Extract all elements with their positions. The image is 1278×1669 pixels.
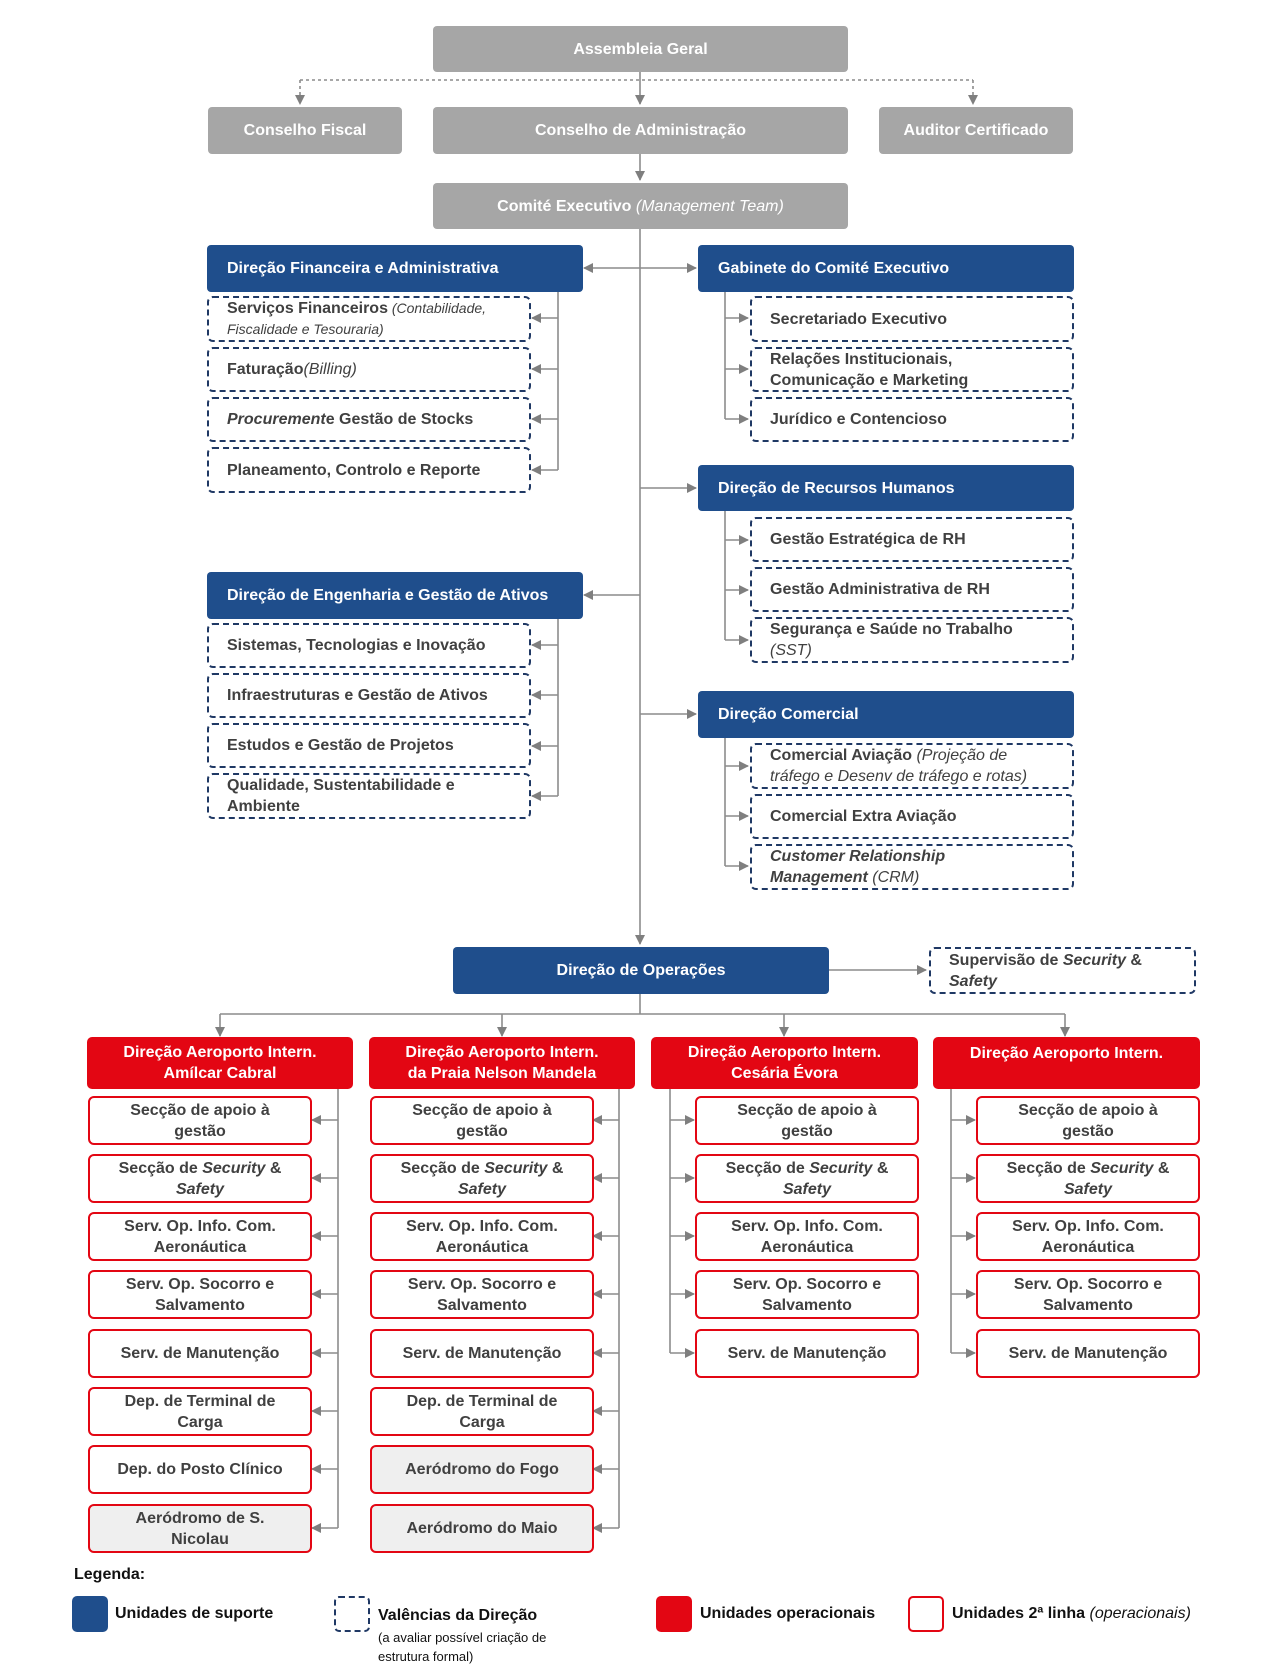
airport-amilcar-cabral-header: [87, 1037, 353, 1089]
legend-segunda-linha: [952, 1605, 1191, 1623]
dcom-item-3c: (CRM): [867, 869, 920, 886]
c3-apoio-gestao: [695, 1096, 919, 1145]
dcom-header: [698, 691, 1074, 738]
dega-item-1: Sistemas, Tecnologias e Inovação: [227, 637, 486, 654]
dcom-title: Direção Comercial: [718, 706, 859, 723]
c2-info-com: [370, 1212, 594, 1261]
c4-security-safety: [976, 1154, 1200, 1203]
c4-apoio-gestao: [976, 1096, 1200, 1145]
dega-item-4a: Qualidade, Sustentabilidade e: [227, 777, 455, 794]
dfa-item-planeamento: [207, 447, 531, 493]
c2-terminal-carga: [370, 1387, 594, 1436]
c4-sec-b: Security: [1090, 1159, 1154, 1177]
dfa-item-1-em: (Contabilidade,: [387, 300, 487, 316]
c1-manut: Serv. de Manutenção: [120, 1345, 280, 1362]
c3-info-1: Serv. Op. Info. Com.: [731, 1217, 883, 1235]
c1-carga-2: Carga: [177, 1413, 223, 1431]
conselho-fiscal-box: [208, 107, 402, 154]
c2-soc-1: Serv. Op. Socorro e: [407, 1275, 557, 1293]
c3-manut: Serv. de Manutenção: [727, 1345, 887, 1362]
comite-executivo-box: [433, 183, 848, 229]
c3-soc-1: Serv. Op. Socorro e: [732, 1275, 882, 1293]
c4-sec-c: &: [1153, 1159, 1170, 1177]
auditor-certificado-label: Auditor Certificado: [903, 122, 1049, 139]
dfa-item-procurement: [207, 397, 531, 442]
c2-aerodromo-maio: [370, 1504, 594, 1553]
airport-cesaria-evora-header: [651, 1037, 918, 1089]
dcom-item-aviacao: [750, 743, 1074, 789]
c3-info-com: [695, 1212, 919, 1261]
c1-info-1: Serv. Op. Info. Com.: [124, 1217, 276, 1235]
c4-manut: Serv. de Manutenção: [1008, 1345, 1168, 1362]
conselho-administracao-box: [433, 107, 848, 154]
c2-info-2: Aeronáutica: [435, 1238, 529, 1256]
drh-item-2: Gestão Administrativa de RH: [770, 581, 990, 598]
airport-1-l2: Amílcar Cabral: [163, 1065, 277, 1082]
c4-socorro: [976, 1270, 1200, 1319]
c1-posto-clinico: [88, 1445, 312, 1494]
c1-carga-1: Dep. de Terminal de: [124, 1392, 276, 1410]
airport-2-l1: Direção Aeroporto Intern.: [405, 1044, 599, 1061]
dcom-item-3b: Management: [770, 869, 868, 886]
gce-item-secretariado: [750, 296, 1074, 342]
c1-apoio-2: gestão: [174, 1122, 226, 1140]
airport-3-l2: Cesária Évora: [731, 1065, 838, 1082]
legend-title: Legenda:: [74, 1566, 146, 1583]
dops-header: [453, 947, 829, 994]
drh-item-1: Gestão Estratégica de RH: [770, 531, 966, 548]
c1-terminal-carga: [88, 1387, 312, 1436]
c1-posto: Dep. do Posto Clínico: [117, 1461, 283, 1478]
dfa-item-1-em2: Fiscalidade e Tesouraria): [227, 321, 384, 337]
c3-security-safety: [695, 1154, 919, 1203]
c1-info-2: Aeronáutica: [153, 1238, 247, 1256]
c3-apoio-2: gestão: [781, 1122, 833, 1140]
dfa-item-2-em: (Billing): [303, 361, 357, 378]
dcom-item-3a: Customer Relationship: [770, 848, 946, 865]
conselho-administracao-label: Conselho de Administração: [535, 122, 746, 139]
c3-sec-b: Security: [809, 1159, 873, 1177]
c2-apoio-gestao: [370, 1096, 594, 1145]
c3-manutencao: [695, 1329, 919, 1378]
dcom-item-1-em: (Projeção de: [912, 747, 1008, 764]
c2-manut: Serv. de Manutenção: [402, 1345, 562, 1362]
c1-apoio-gestao: [88, 1096, 312, 1145]
gce-header: [698, 245, 1074, 292]
dfa-item-servicos-financeiros: [207, 296, 531, 342]
dega-item-2: Infraestruturas e Gestão de Ativos: [227, 687, 488, 704]
legend-valencias: Valências da Direção: [378, 1607, 538, 1624]
gce-item-2a: Relações Institucionais,: [770, 350, 953, 368]
c2-manutencao: [370, 1329, 594, 1378]
legend-suporte: Unidades de suporte: [115, 1605, 274, 1622]
dcom-item-extra-aviacao: [750, 794, 1074, 839]
drh-item-3b: (SST): [770, 642, 812, 659]
c1-snicolau-2: Nicolau: [171, 1530, 229, 1548]
supervisao-security-safety: [929, 947, 1196, 994]
gce-item-2b: Comunicação e Marketing: [770, 371, 969, 389]
gce-item-juridico: [750, 397, 1074, 442]
c4-apoio-1: Secção de apoio à: [1018, 1101, 1158, 1119]
c4-info-com: [976, 1212, 1200, 1261]
c2-aerodromo-fogo: [370, 1445, 594, 1494]
airport-1-l1: Direção Aeroporto Intern.: [123, 1044, 317, 1061]
c4-soc-2: Salvamento: [1043, 1296, 1133, 1314]
c4-soc-1: Serv. Op. Socorro e: [1013, 1275, 1163, 1293]
c1-manutencao: [88, 1329, 312, 1378]
drh-item-sst: [750, 617, 1074, 663]
gce-item-1: Secretariado Executivo: [770, 310, 947, 328]
drh-item-estrategica: [750, 517, 1074, 562]
dcom-item-2: Comercial Extra Aviação: [770, 808, 957, 825]
gce-title: Gabinete do Comité Executivo: [718, 260, 950, 277]
c2-socorro: [370, 1270, 594, 1319]
gce-item-3: Jurídico e Contencioso: [770, 411, 947, 428]
c2-soc-2: Salvamento: [437, 1296, 527, 1314]
legend-outline-swatch: [908, 1596, 944, 1632]
airport-4-header: [933, 1037, 1200, 1089]
c4-apoio-2: gestão: [1062, 1122, 1114, 1140]
dega-header: [207, 572, 583, 619]
c2-security-safety: [370, 1154, 594, 1203]
airport-4-l1: Direção Aeroporto Intern.: [969, 1045, 1164, 1062]
airport-2-l2: da Praia Nelson Mandela: [407, 1065, 597, 1082]
legend-valencias-sub1: (a avaliar possível criação de: [378, 1630, 547, 1645]
c2-sec-d: Safety: [457, 1180, 507, 1198]
c4-info-2: Aeronáutica: [1041, 1238, 1135, 1256]
assembleia-geral-label: Assembleia Geral: [573, 40, 708, 58]
c3-apoio-1: Secção de apoio à: [737, 1101, 877, 1119]
c3-soc-2: Salvamento: [762, 1296, 852, 1314]
legend-blue-swatch: [72, 1596, 108, 1632]
dfa-title: Direção Financeira e Administrativa: [227, 260, 499, 277]
sup-a: Supervisão de: [949, 951, 1063, 969]
c2-apoio-1: Secção de apoio à: [412, 1101, 552, 1119]
c2-apoio-2: gestão: [456, 1122, 508, 1140]
conselho-fiscal-label: Conselho Fiscal: [243, 122, 367, 139]
c2-info-1: Serv. Op. Info. Com.: [406, 1217, 558, 1235]
sup-b: Security: [1062, 951, 1126, 969]
gce-item-relacoes: [750, 347, 1074, 392]
dcom-item-1-em2: tráfego e Desenv de tráfego e rotas): [770, 768, 1028, 785]
dega-item-3: Estudos e Gestão de Projetos: [227, 737, 454, 754]
assembleia-geral-box: [433, 26, 848, 72]
c3-info-2: Aeronáutica: [760, 1238, 854, 1256]
c3-sec-d: Safety: [782, 1180, 832, 1198]
drh-item-administrativa: [750, 567, 1074, 612]
c1-snicolau-1: Aeródromo de S.: [135, 1509, 265, 1527]
airport-praia-header: [369, 1037, 635, 1089]
legend-valencias-sub2: estrutura formal): [378, 1649, 474, 1664]
drh-item-3a: Segurança e Saúde no Trabalho: [770, 621, 1013, 638]
c2-sec-c: &: [547, 1159, 564, 1177]
legend-segunda-em: (operacionais): [1089, 1605, 1191, 1622]
comite-executivo-label: Comité Executivo: [497, 197, 632, 215]
c2-sec-b: Security: [484, 1159, 548, 1177]
dcom-item-crm: [750, 844, 1074, 890]
c1-socorro: [88, 1270, 312, 1319]
comite-executivo-em: (Management Team): [635, 197, 784, 215]
sup-d: Safety: [949, 972, 998, 990]
c1-apoio-1: Secção de apoio à: [130, 1101, 270, 1119]
c3-socorro: [695, 1270, 919, 1319]
dfa-item-2-main: Faturação: [227, 361, 304, 378]
c1-sec-c: &: [265, 1159, 282, 1177]
dega-item-4b: Ambiente: [227, 798, 300, 815]
c1-soc-1: Serv. Op. Socorro e: [125, 1275, 275, 1293]
dega-item-sistemas: [207, 623, 531, 668]
drh-title: Direção de Recursos Humanos: [718, 479, 955, 497]
dega-item-qualidade: [207, 773, 531, 819]
c1-security-safety: [88, 1154, 312, 1203]
c4-sec-d: Safety: [1063, 1180, 1113, 1198]
sup-c: &: [1125, 951, 1142, 969]
dfa-item-faturacao: [207, 347, 531, 392]
c2-carga-1: Dep. de Terminal de: [406, 1392, 558, 1410]
drh-header: [698, 465, 1074, 511]
dfa-header: [207, 245, 583, 292]
c1-aerodromo-s-nicolau: [88, 1504, 312, 1553]
dops-title: Direção de Operações: [556, 962, 726, 979]
airport-3-l1: Direção Aeroporto Intern.: [687, 1044, 882, 1061]
dega-item-estudos: [207, 723, 531, 768]
c1-sec-b: Security: [202, 1159, 266, 1177]
legend-segunda: Unidades 2ª linha: [952, 1605, 1086, 1622]
c1-info-com: [88, 1212, 312, 1261]
c4-sec-a: Secção de: [1006, 1159, 1091, 1177]
auditor-certificado-box: [879, 107, 1073, 154]
c4-manutencao: [976, 1329, 1200, 1378]
legend-red-swatch: [656, 1596, 692, 1632]
dcom-item-1-main: Comercial Aviação: [770, 747, 912, 764]
c1-soc-2: Salvamento: [155, 1296, 245, 1314]
dfa-item-4-main: Planeamento, Controlo e Reporte: [227, 461, 481, 479]
c2-maio: Aeródromo do Maio: [406, 1520, 558, 1537]
c1-sec-d: Safety: [175, 1180, 225, 1198]
dfa-item-1-main: Serviços Financeiros: [227, 300, 388, 317]
c4-info-1: Serv. Op. Info. Com.: [1012, 1217, 1164, 1235]
dfa-item-3-main: e Gestão de Stocks: [325, 411, 474, 428]
c2-carga-2: Carga: [459, 1413, 505, 1431]
legend-dashed-swatch: [334, 1596, 370, 1632]
c3-sec-a: Secção de: [725, 1159, 810, 1177]
c3-sec-c: &: [872, 1159, 889, 1177]
c2-fogo: Aeródromo do Fogo: [405, 1461, 559, 1478]
c2-sec-a: Secção de: [400, 1159, 485, 1177]
dega-title: Direção de Engenharia e Gestão de Ativos: [227, 587, 549, 604]
c1-sec-a: Secção de: [118, 1159, 203, 1177]
dega-item-infraestruturas: [207, 673, 531, 718]
legend-operacionais: Unidades operacionais: [700, 1605, 876, 1622]
dfa-item-3-em: Procurement: [227, 411, 326, 428]
